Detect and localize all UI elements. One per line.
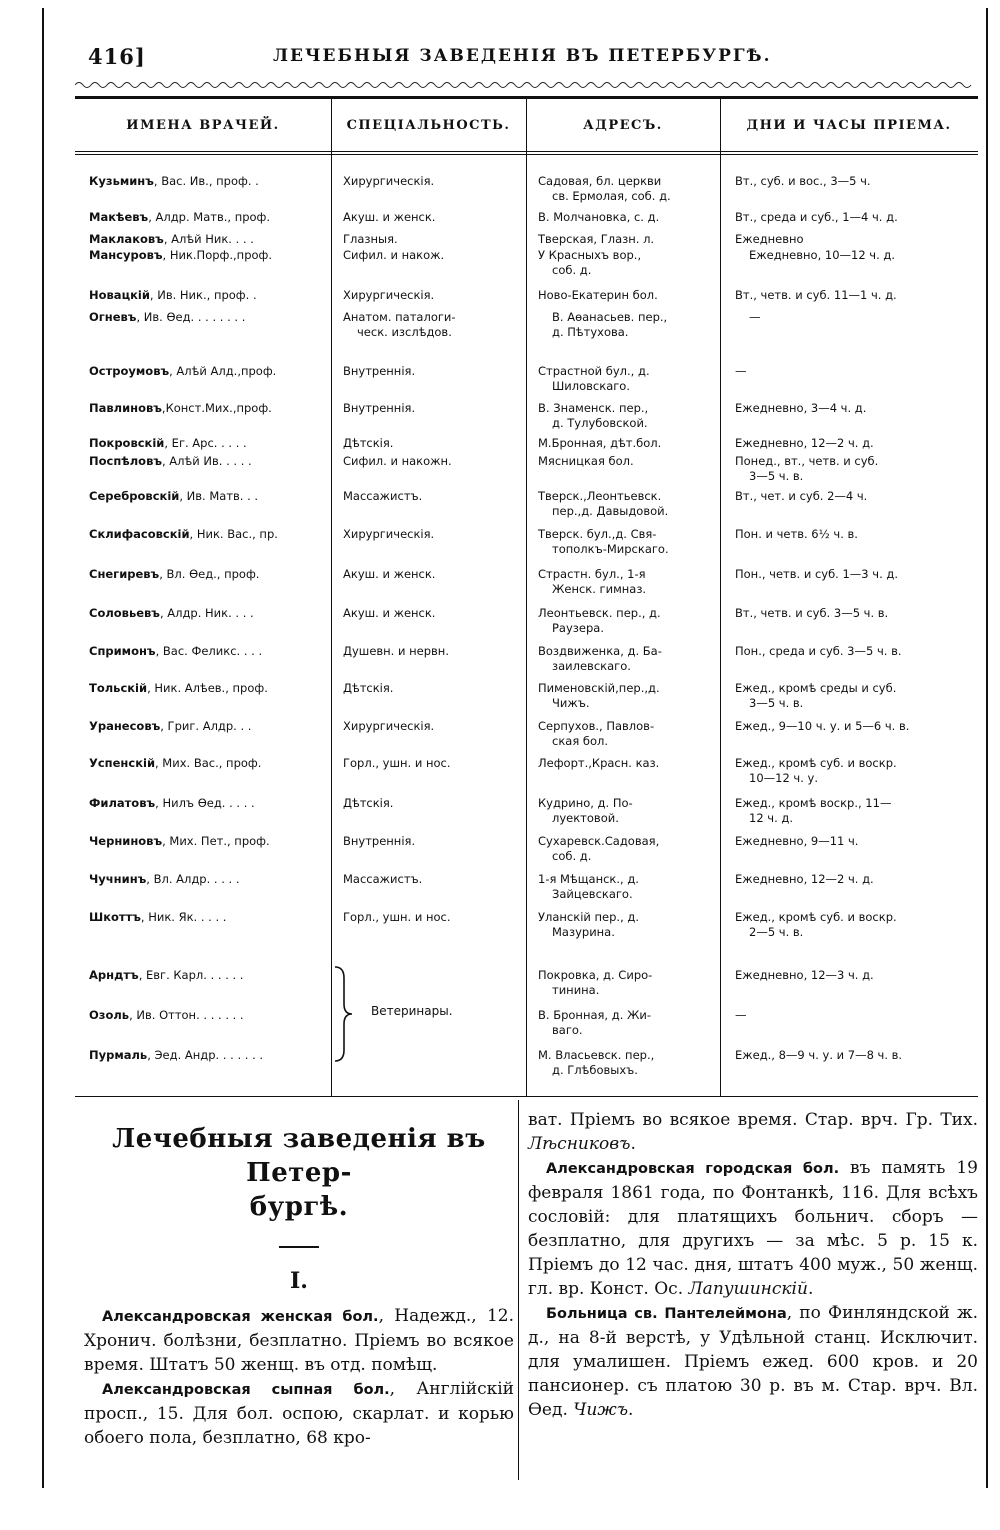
reception-hours — [735, 527, 858, 542]
veterinarian-name — [89, 1048, 263, 1063]
cell-line: У Красныхъ вор., — [538, 248, 642, 262]
address — [538, 567, 646, 597]
hospital-name: Александровская городская бол. — [546, 1161, 840, 1177]
cell-line: Пименовскій,пер.,д. — [538, 681, 660, 695]
cell-line: луектовой. — [552, 811, 619, 825]
address — [538, 872, 639, 902]
doctor-surname: Чучнинъ — [89, 872, 147, 886]
specialty-line: Внутреннія. — [343, 364, 416, 378]
cell-line: д. Тулубовской. — [552, 416, 648, 430]
specialty-line: Дѣтскія. — [343, 796, 394, 810]
cell-line: Вт., среда и суб., 1—4 ч. д. — [735, 210, 898, 224]
doctor-initials: , Мих. Пет., проф. — [162, 834, 270, 848]
cell-line: Понед., вт., четв. и суб. — [735, 454, 879, 468]
reception-hours — [735, 606, 888, 621]
cell-line: соб. д. — [552, 849, 592, 863]
specialty — [343, 364, 415, 379]
cell-line: св. Ермолая, соб. д. — [552, 189, 671, 203]
specialty — [343, 606, 435, 621]
doctor-initials: , Ив. Матв. . . — [179, 489, 259, 503]
hospital-description: , по Финляндской ж. д., на 8-й верстѣ, у Удѣльной станц. Исключит. для умалишен. Пріемъ ежед. 600 кров. и 20 пансионер. съ платою 30 р. въ м. Стар. врч. Вл. Өед. — [528, 1303, 978, 1420]
cell-line: В. Знаменск. пер., — [538, 401, 649, 415]
doctor-name — [89, 364, 276, 379]
cell-line: В. Аѳанасьев. пер., — [552, 310, 668, 324]
doctor-surname: Новацкій — [89, 288, 150, 302]
cell-line: Ежед., кромѣ суб. и воскр. — [735, 756, 897, 770]
address — [538, 232, 654, 247]
cell-line: Тверск.,Леонтьевск. — [538, 489, 662, 503]
cell-line: Ежед., 9—10 ч. у. и 5—6 ч. в. — [735, 719, 910, 733]
cell-line: Тверск. бул.,д. Свя- — [538, 527, 657, 541]
doctor-name — [89, 719, 251, 734]
cell-line: Женск. гимназ. — [552, 582, 647, 596]
doctor-surname: Снегиревъ — [89, 567, 160, 581]
cell-line: Лефорт.,Красн. каз. — [538, 756, 660, 770]
specialty-line: Акуш. и женск. — [343, 606, 436, 620]
cell-line: заилевскаго. — [552, 659, 631, 673]
doctor-initials: , Алѣй Алд.,проф. — [169, 364, 277, 378]
address — [538, 1048, 654, 1078]
cell-line: Ежедневно, 12—2 ч. д. — [735, 436, 874, 450]
specialty — [343, 232, 398, 247]
address — [538, 288, 658, 303]
doctor-surname: Спримонъ — [89, 644, 156, 658]
cell-line: М. Власьевск. пер., — [538, 1048, 655, 1062]
reception-hours — [735, 834, 858, 849]
specialty — [343, 910, 451, 925]
veterinarians-label: Ветеринары. — [371, 1004, 453, 1018]
address — [538, 310, 667, 340]
entry-end: . — [630, 1134, 636, 1154]
cell-line: Раузера. — [552, 621, 604, 635]
reception-hours — [735, 489, 867, 504]
cell-line: 2—5 ч. в. — [749, 925, 804, 939]
reception-hours — [735, 644, 902, 659]
cell-line: — — [749, 310, 761, 324]
doctor-name — [89, 527, 278, 542]
doctor-name — [89, 872, 240, 887]
specialty — [343, 527, 434, 542]
doctor-surname: Макѣевъ — [89, 210, 149, 224]
doctor-surname: Серебровскій — [89, 489, 180, 503]
column-divider — [331, 96, 332, 1096]
veterinarian-initials: , Ив. Оттон. . . . . . . — [129, 1008, 244, 1022]
reception-hours — [735, 401, 866, 416]
address — [538, 248, 641, 278]
veterinarian-initials: , Евг. Карл. . . . . . — [138, 968, 244, 982]
hospital-entry — [528, 1108, 978, 1156]
cell-line: Садовая, бл. церкви — [538, 174, 662, 188]
cell-line: Вт., чет. и суб. 2—4 ч. — [735, 489, 868, 503]
doctor-name — [89, 436, 247, 451]
reception-hours — [735, 872, 874, 887]
specialty — [343, 248, 444, 263]
lower-right-column — [528, 1108, 978, 1478]
cell-line: Чижъ. — [552, 696, 590, 710]
cell-line: Шиловскаго. — [552, 379, 630, 393]
cell-line: д. Пѣтухова. — [552, 325, 629, 339]
chief-doctor-name: Чижъ — [573, 1400, 629, 1420]
doctor-surname: Черниновъ — [89, 834, 163, 848]
doctor-name — [89, 248, 272, 263]
reception-hours — [735, 232, 804, 247]
veterinarian-name — [89, 1008, 244, 1023]
cell-line: 1-я Мѣщанск., д. — [538, 872, 639, 886]
cell-line: Страстной бул., д. — [538, 364, 650, 378]
lower-left-column — [84, 1112, 514, 1472]
section-title-line2: бургѣ. — [249, 1192, 349, 1222]
column-divider — [518, 1100, 519, 1480]
cell-line: Уланскій пер., д. — [538, 910, 639, 924]
cell-line: Ежед., кромѣ воскр., 11— — [735, 796, 892, 810]
cell-line: Ново-Екатерин бол. — [538, 288, 658, 302]
section-dash — [279, 1246, 319, 1248]
doctor-initials: , Ник. Алѣев., проф. — [147, 681, 268, 695]
doctor-surname: Склифасовскій — [89, 527, 190, 541]
decorative-wave-rule — [75, 80, 975, 90]
cell-line: Вт., четв. и суб. 3—5 ч. в. — [735, 606, 889, 620]
doctor-name — [89, 174, 259, 189]
cell-line: тинина. — [552, 983, 600, 997]
cell-line: Ежедневно, 3—4 ч. д. — [735, 401, 867, 415]
specialty-line: ческ. изслѣдов. — [357, 325, 452, 339]
reception-hours — [735, 910, 897, 940]
specialty — [343, 644, 449, 659]
column-divider — [720, 96, 721, 1096]
reception-hours — [735, 174, 871, 189]
address — [538, 968, 652, 998]
cell-line: Пон., среда и суб. 3—5 ч. в. — [735, 644, 902, 658]
reception-hours — [735, 1008, 747, 1023]
doctor-surname: Шкоттъ — [89, 910, 141, 924]
address — [538, 174, 671, 204]
cell-line: Вт., четв. и суб. 11—1 ч. д. — [735, 288, 897, 302]
address — [538, 756, 659, 771]
cell-line: М.Бронная, дѣт.бол. — [538, 436, 662, 450]
column-header-hours: ДНИ И ЧАСЫ ПРІЕМА. — [746, 118, 952, 133]
doctor-name — [89, 454, 252, 469]
doctor-surname: Остроумовъ — [89, 364, 170, 378]
column-header-names: ИМЕНА ВРАЧЕЙ. — [126, 118, 280, 133]
address — [538, 401, 648, 431]
hospital-name: Александровская женская бол. — [102, 1309, 379, 1325]
doctor-name — [89, 401, 272, 416]
reception-hours — [735, 567, 898, 582]
cell-line: Пон., четв. и суб. 1—3 ч. д. — [735, 567, 898, 581]
doctor-name — [89, 796, 255, 811]
cell-line: пер.,д. Давыдовой. — [552, 504, 669, 518]
cell-line: Сухаревск.Садовая, — [538, 834, 660, 848]
cell-line: Страстн. бул., 1-я — [538, 567, 646, 581]
cell-line: соб. д. — [552, 263, 592, 277]
hospital-entry — [84, 1377, 514, 1450]
cell-line: ская бол. — [552, 734, 609, 748]
hospital-description: ват. Пріемъ во всякое время. Стар. врч. Гр. Тих. — [528, 1110, 978, 1130]
specialty — [343, 567, 435, 582]
chief-doctor-name: Лапушинскій — [688, 1279, 808, 1299]
doctor-surname: Уранесовъ — [89, 719, 161, 733]
address — [538, 364, 650, 394]
cell-line: 10—12 ч. у. — [749, 771, 818, 785]
cell-line: Леонтьевск. пер., д. — [538, 606, 661, 620]
reception-hours — [735, 210, 898, 225]
veterinarian-surname: Пурмаль — [89, 1048, 148, 1062]
specialty-line: Сифил. и накож. — [343, 248, 445, 262]
cell-line: 12 ч. д. — [749, 811, 794, 825]
cell-line: В. Молчановка, с. д. — [538, 210, 660, 224]
reception-hours — [735, 681, 896, 711]
doctor-surname: Маклаковъ — [89, 232, 164, 246]
doctor-initials: , Мих. Вас., проф. — [155, 756, 262, 770]
reception-hours — [735, 756, 897, 786]
cell-line: тополкъ-Мирскаго. — [552, 542, 669, 556]
cell-line: Ежед., кромѣ среды и суб. — [735, 681, 897, 695]
section-numeral: I. — [290, 1268, 308, 1294]
doctor-surname: Мансуровъ — [89, 248, 163, 262]
doctor-name — [89, 232, 254, 247]
reception-hours — [735, 364, 747, 379]
doctor-name — [89, 756, 261, 771]
doctor-name — [89, 834, 270, 849]
veterinarian-surname: Озоль — [89, 1008, 130, 1022]
cell-line: Серпухов., Павлов- — [538, 719, 655, 733]
cell-line: — — [735, 1008, 747, 1022]
reception-hours — [735, 1048, 902, 1063]
cell-line: — — [735, 364, 747, 378]
address — [538, 1008, 651, 1038]
specialty-line: Анатом. паталоги- — [343, 310, 456, 324]
specialty — [343, 872, 422, 887]
specialty-line: Хирургическія. — [343, 527, 435, 541]
section-title-line1: Лечебныя заведенія въ Петер- — [112, 1124, 486, 1188]
doctor-name — [89, 310, 245, 325]
specialty-line: Сифил. и накожн. — [343, 454, 452, 468]
doctors-table — [75, 96, 978, 1096]
doctor-initials: , Ив. Өед. . . . . . . . — [136, 310, 246, 324]
doctor-initials: , Вл. Өед., проф. — [159, 567, 260, 581]
cell-line: 3—5 ч. в. — [749, 696, 804, 710]
specialty-line: Внутреннія. — [343, 401, 416, 415]
cell-line: Ежедневно — [735, 232, 804, 246]
cell-line: Мазурина. — [552, 925, 615, 939]
table-bottom-rule — [75, 1096, 978, 1097]
specialty — [343, 288, 434, 303]
doctor-initials: , Ег. Арс. . . . . — [164, 436, 247, 450]
brace-bracket — [333, 966, 353, 1062]
address — [538, 681, 660, 711]
cell-line: Пон. и четв. 6½ ч. в. — [735, 527, 858, 541]
address — [538, 436, 661, 451]
doctor-initials: , Ник. Як. . . . . — [140, 910, 227, 924]
cell-line: Мясницкая бол. — [538, 454, 634, 468]
specialty-line: Хирургическія. — [343, 174, 435, 188]
cell-line: Покровка, д. Сиро- — [538, 968, 653, 982]
doctor-surname: Покровскій — [89, 436, 165, 450]
doctor-initials: , Ник.Порф.,проф. — [162, 248, 273, 262]
doctor-name — [89, 489, 258, 504]
reception-hours — [735, 288, 897, 303]
reception-hours — [735, 719, 909, 734]
doctor-initials: , Ник. Вас., пр. — [189, 527, 278, 541]
page-number: 416] — [88, 44, 146, 69]
doctor-name — [89, 681, 268, 696]
address — [538, 454, 634, 469]
specialty-line: Массажистъ. — [343, 872, 423, 886]
address — [538, 796, 633, 826]
address — [538, 527, 669, 557]
right-entries — [528, 1108, 978, 1422]
doctor-surname: Огневъ — [89, 310, 137, 324]
specialty-line: Глазныя. — [343, 232, 398, 246]
address — [538, 644, 662, 674]
cell-line: Зайцевскаго. — [552, 887, 633, 901]
doctor-initials: , Алѣй Ник. . . . — [163, 232, 254, 246]
entry-end: . — [807, 1279, 814, 1299]
specialty — [343, 834, 415, 849]
doctor-surname: Кузьминъ — [89, 174, 154, 188]
specialty — [343, 436, 393, 451]
doctor-surname: Филатовъ — [89, 796, 156, 810]
cell-line: Воздвиженка, д. Ба- — [538, 644, 662, 658]
doctor-surname: Успенскій — [89, 756, 155, 770]
specialty-line: Горл., ушн. и нос. — [343, 756, 451, 770]
section-title — [84, 1122, 514, 1224]
address — [538, 834, 659, 864]
doctor-initials: , Григ. Алдр. . . — [160, 719, 252, 733]
specialty — [343, 310, 456, 340]
cell-line: 3—5 ч. в. — [749, 469, 804, 483]
doctor-surname: Павлиновъ — [89, 401, 162, 415]
hospital-entry — [84, 1304, 514, 1377]
doctor-surname: Соловьевъ — [89, 606, 160, 620]
cell-line: д. Глѣбовыхъ. — [552, 1063, 638, 1077]
specialty-line: Дѣтскія. — [343, 681, 394, 695]
cell-line: Ежедневно, 10—12 ч. д. — [749, 248, 896, 262]
doctor-initials: , Вл. Алдр. . . . . — [146, 872, 240, 886]
entry-end: . — [628, 1400, 634, 1420]
reception-hours — [735, 248, 895, 263]
hospital-description: , Англійскій просп., 15. Для бол. оспою, скарлат. и корью обоего пола, безплатно, 68 кро- — [84, 1379, 514, 1448]
doctor-initials: , Нилъ Өед. . . . . — [155, 796, 255, 810]
doctor-initials: , Алдр. Матв., проф. — [148, 210, 271, 224]
cell-line: ваго. — [552, 1023, 583, 1037]
left-entries — [84, 1304, 514, 1450]
doctor-name — [89, 606, 254, 621]
specialty — [343, 489, 422, 504]
address — [538, 910, 639, 940]
doctor-name — [89, 567, 259, 582]
specialty-line: Душевн. и нервн. — [343, 644, 449, 658]
cell-line: Кудрино, д. По- — [538, 796, 633, 810]
column-header-address: АДРЕСЪ. — [583, 118, 663, 133]
running-head — [88, 44, 968, 80]
veterinarian-name — [89, 968, 243, 983]
specialty — [343, 756, 451, 771]
reception-hours — [735, 454, 878, 484]
doctor-initials: , Алѣй Ив. . . . . — [162, 454, 252, 468]
specialty — [343, 210, 435, 225]
hospital-description: , Надежд., 12. Хронич. болѣзни, безплатно. Пріемъ во всякое время. Штатъ 50 женщ. въ отд. помѣщ. — [84, 1306, 514, 1375]
hospital-name: Александровская сыпная бол. — [102, 1382, 390, 1398]
specialty-line: Хирургическія. — [343, 288, 435, 302]
doctor-initials: ,Конст.Мих.,проф. — [161, 401, 272, 415]
doctor-initials: , Алдр. Ник. . . . — [159, 606, 254, 620]
reception-hours — [735, 968, 874, 983]
cell-line: В. Бронная, д. Жи- — [538, 1008, 652, 1022]
specialty-line: Дѣтскія. — [343, 436, 394, 450]
hospital-name: Больница св. Пантелеймона — [546, 1306, 787, 1322]
specialty-line: Внутреннія. — [343, 834, 416, 848]
doctor-name — [89, 910, 226, 925]
specialty-line: Акуш. и женск. — [343, 210, 436, 224]
specialty-line: Горл., ушн. и нос. — [343, 910, 451, 924]
doctor-surname: Поспѣловъ — [89, 454, 162, 468]
specialty-line: Хирургическія. — [343, 719, 435, 733]
address — [538, 489, 668, 519]
cell-line: Тверская, Глазн. л. — [538, 232, 655, 246]
cell-line: Ежед., 8—9 ч. у. и 7—8 ч. в. — [735, 1048, 903, 1062]
column-divider — [526, 96, 527, 1096]
doctor-name — [89, 288, 257, 303]
doctor-initials: , Вас. Феликс. . . . — [155, 644, 263, 658]
cell-line: Ежедневно, 12—3 ч. д. — [735, 968, 874, 982]
column-header-specialty: СПЕЦІАЛЬНОСТЬ. — [346, 118, 511, 133]
hospital-entry — [528, 1301, 978, 1422]
doctor-name — [89, 644, 262, 659]
specialty — [343, 454, 452, 469]
specialty — [343, 401, 415, 416]
doctor-name — [89, 210, 270, 225]
chief-doctor-name: Лѣсниковъ — [528, 1134, 631, 1154]
specialty-line: Акуш. и женск. — [343, 567, 436, 581]
hospital-description: въ память 19 февраля 1861 года, по Фонтанкѣ, 116. Для всѣхъ сословій: для платящихъ больнич. сборъ — безплатно, для другихъ — за мѣс. 5 р. 15 к. Пріемъ до 12 час. дня, штатъ 400 муж., 50 женщ. гл. вр. Конст. Ос. — [528, 1158, 978, 1299]
reception-hours — [735, 436, 874, 451]
hospital-entry — [528, 1156, 978, 1301]
page-header-title: ЛЕЧЕБНЫЯ ЗАВЕДЕНІЯ ВЪ ПЕТЕРБУРГѢ. — [273, 46, 772, 66]
veterinarian-surname: Арндтъ — [89, 968, 139, 982]
reception-hours — [735, 796, 891, 826]
specialty-line: Массажистъ. — [343, 489, 423, 503]
address — [538, 606, 661, 636]
veterinarian-initials: , Эед. Андр. . . . . . . — [147, 1048, 264, 1062]
cell-line: Ежедневно, 9—11 ч. — [735, 834, 859, 848]
specialty — [343, 719, 434, 734]
doctor-surname: Тольскій — [89, 681, 148, 695]
reception-hours — [735, 310, 761, 325]
doctor-initials: , Ив. Ник., проф. . — [149, 288, 257, 302]
address — [538, 210, 659, 225]
cell-line: Ежедневно, 12—2 ч. д. — [735, 872, 874, 886]
doctor-initials: , Вас. Ив., проф. . — [153, 174, 259, 188]
specialty — [343, 681, 393, 696]
address — [538, 719, 654, 749]
specialty — [343, 174, 434, 189]
specialty — [343, 796, 393, 811]
cell-line: Вт., суб. и вос., 3—5 ч. — [735, 174, 871, 188]
cell-line: Ежед., кромѣ суб. и воскр. — [735, 910, 897, 924]
